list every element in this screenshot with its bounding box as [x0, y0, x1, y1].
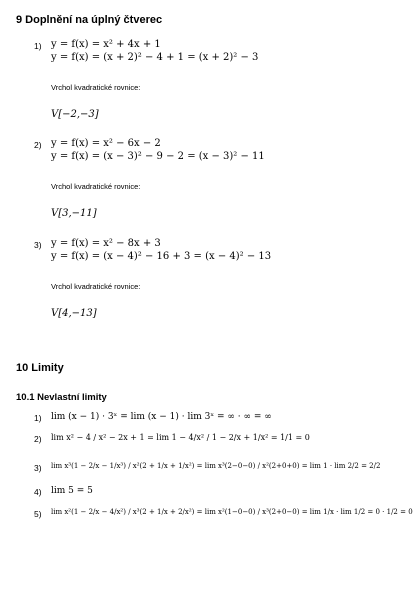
item-number: 4)	[34, 487, 42, 497]
equation-line: y = f(x) = (x + 2)² − 4 + 1 = (x + 2)² − 3	[51, 52, 259, 63]
limit-equation: lim x² − 4 / x² − 2x + 1 = lim 1 − 4/x² / 1 − 2/x + 1/x² = 1/1 = 0	[51, 433, 310, 442]
vertex-value: V[3,−11]	[51, 208, 97, 219]
equation-line: y = f(x) = x² − 8x + 3	[51, 238, 161, 249]
item-number: 3)	[34, 463, 42, 473]
item-number: 3)	[34, 240, 42, 250]
equation-line: y = f(x) = x² − 6x − 2	[51, 138, 161, 149]
vertex-value: V[4,−13]	[51, 308, 97, 319]
limit-equation: lim 5 = 5	[51, 486, 93, 496]
item-number: 1)	[34, 41, 42, 51]
equation-line: y = f(x) = x² + 4x + 1	[51, 39, 161, 50]
limit-equation: lim x³(1 − 2/x − 1/x³) / x²(2 + 1/x + 1/x²) = lim x³(2−0−0) / x²(2+0+0) = lim 1 · lim 2/2 = 2/2	[51, 462, 381, 470]
item-number: 1)	[34, 413, 42, 423]
item-number: 2)	[34, 434, 42, 444]
vertex-label: Vrchol kvadratické rovnice:	[51, 83, 141, 92]
subsection-title: 10.1 Nevlastní limity	[16, 392, 107, 403]
section-10-title: 10 Limity	[16, 362, 64, 374]
vertex-label: Vrchol kvadratické rovnice:	[51, 182, 141, 191]
equation-line: y = f(x) = (x − 3)² − 9 − 2 = (x − 3)² − 11	[51, 151, 265, 162]
vertex-value: V[−2,−3]	[51, 109, 99, 120]
section-9-title: 9 Doplnění na úplný čtverec	[16, 14, 163, 26]
item-number: 5)	[34, 509, 42, 519]
vertex-label: Vrchol kvadratické rovnice:	[51, 282, 141, 291]
equation-line: y = f(x) = (x − 4)² − 16 + 3 = (x − 4)² − 13	[51, 251, 272, 262]
limit-equation: lim x²(1 − 2/x − 4/x²) / x³(2 + 1/x + 2/x²) = lim x²(1−0−0) / x³(2+0−0) = lim 1/x · lim 1/2 = 0 · 1/2 = 0	[51, 508, 413, 516]
item-number: 2)	[34, 140, 42, 150]
limit-equation: lim (x − 1) · 3ˣ = lim (x − 1) · lim 3ˣ = ∞ · ∞ = ∞	[51, 412, 272, 422]
